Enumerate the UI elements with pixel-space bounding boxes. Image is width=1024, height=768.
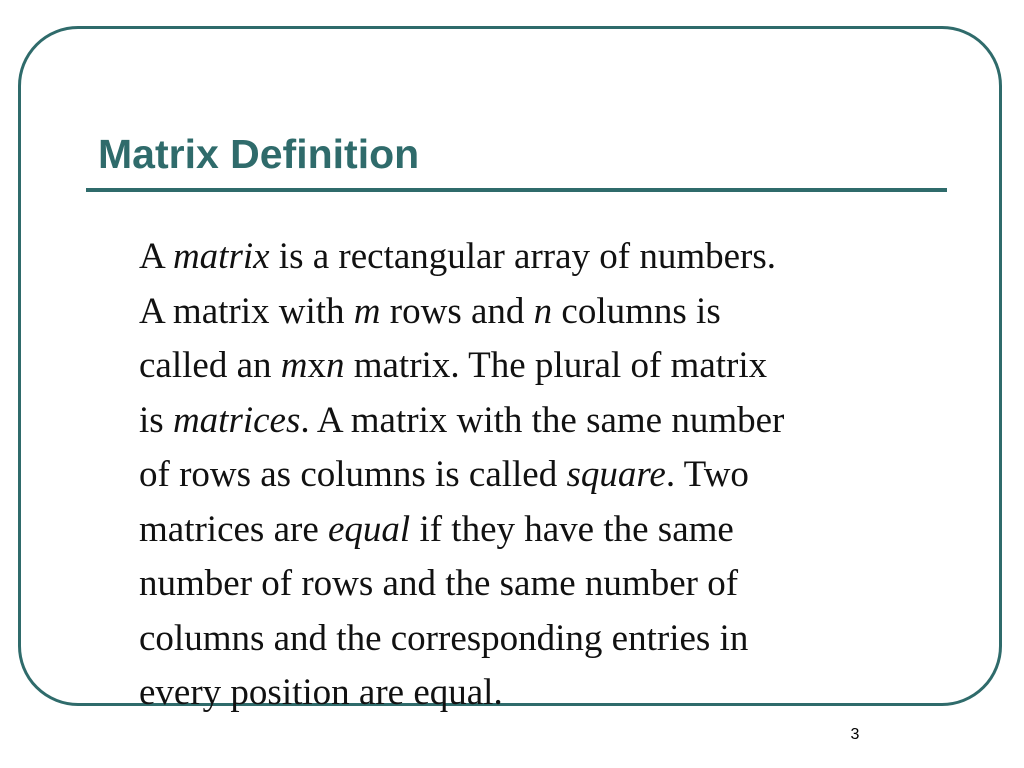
body-text-run: every position are equal. xyxy=(139,672,503,713)
body-text-run: rows and xyxy=(380,290,534,332)
body-italic-term: matrices xyxy=(172,399,301,441)
body-text-run: if they have the same xyxy=(410,508,734,550)
body-text-run: of rows as columns is called xyxy=(139,454,567,495)
body-text-run: called an xyxy=(139,345,281,386)
body-line xyxy=(139,448,989,503)
body-italic-term: m xyxy=(280,345,308,386)
body-italic-term: square xyxy=(566,454,666,495)
body-text-run: A xyxy=(139,236,173,277)
body-text-run: columns is xyxy=(552,290,721,332)
body-line xyxy=(139,230,989,285)
body-line xyxy=(139,394,989,449)
body-italic-term: equal xyxy=(328,508,411,550)
body-text-run: x xyxy=(307,345,326,386)
body-text-run: is xyxy=(139,399,173,441)
body-line xyxy=(139,285,989,340)
body-text-run: is a rectangular array of numbers. xyxy=(269,236,777,277)
slide-body xyxy=(139,230,989,721)
body-line xyxy=(139,612,989,667)
body-text-run: matrix. The plural of matrix xyxy=(344,345,768,386)
body-text-run: A matrix with xyxy=(139,290,354,332)
body-text-run: matrices are xyxy=(139,508,328,550)
body-text-run: number of rows and the same number of xyxy=(139,563,739,604)
slide-title: Matrix Definition xyxy=(98,131,420,177)
body-italic-term: matrix xyxy=(172,236,270,277)
body-line xyxy=(139,557,989,612)
body-text-run: . A matrix with the same number xyxy=(300,399,785,441)
body-line xyxy=(139,666,989,721)
body-text-run: . Two xyxy=(665,454,749,495)
body-italic-term: m xyxy=(353,290,381,332)
body-line xyxy=(139,503,989,558)
body-line xyxy=(139,339,989,394)
body-text-run: columns and the corresponding entries in xyxy=(139,617,749,659)
title-divider xyxy=(86,188,947,192)
body-italic-term: n xyxy=(533,290,553,332)
page-number: 3 xyxy=(850,726,860,743)
body-italic-term: n xyxy=(325,345,345,386)
